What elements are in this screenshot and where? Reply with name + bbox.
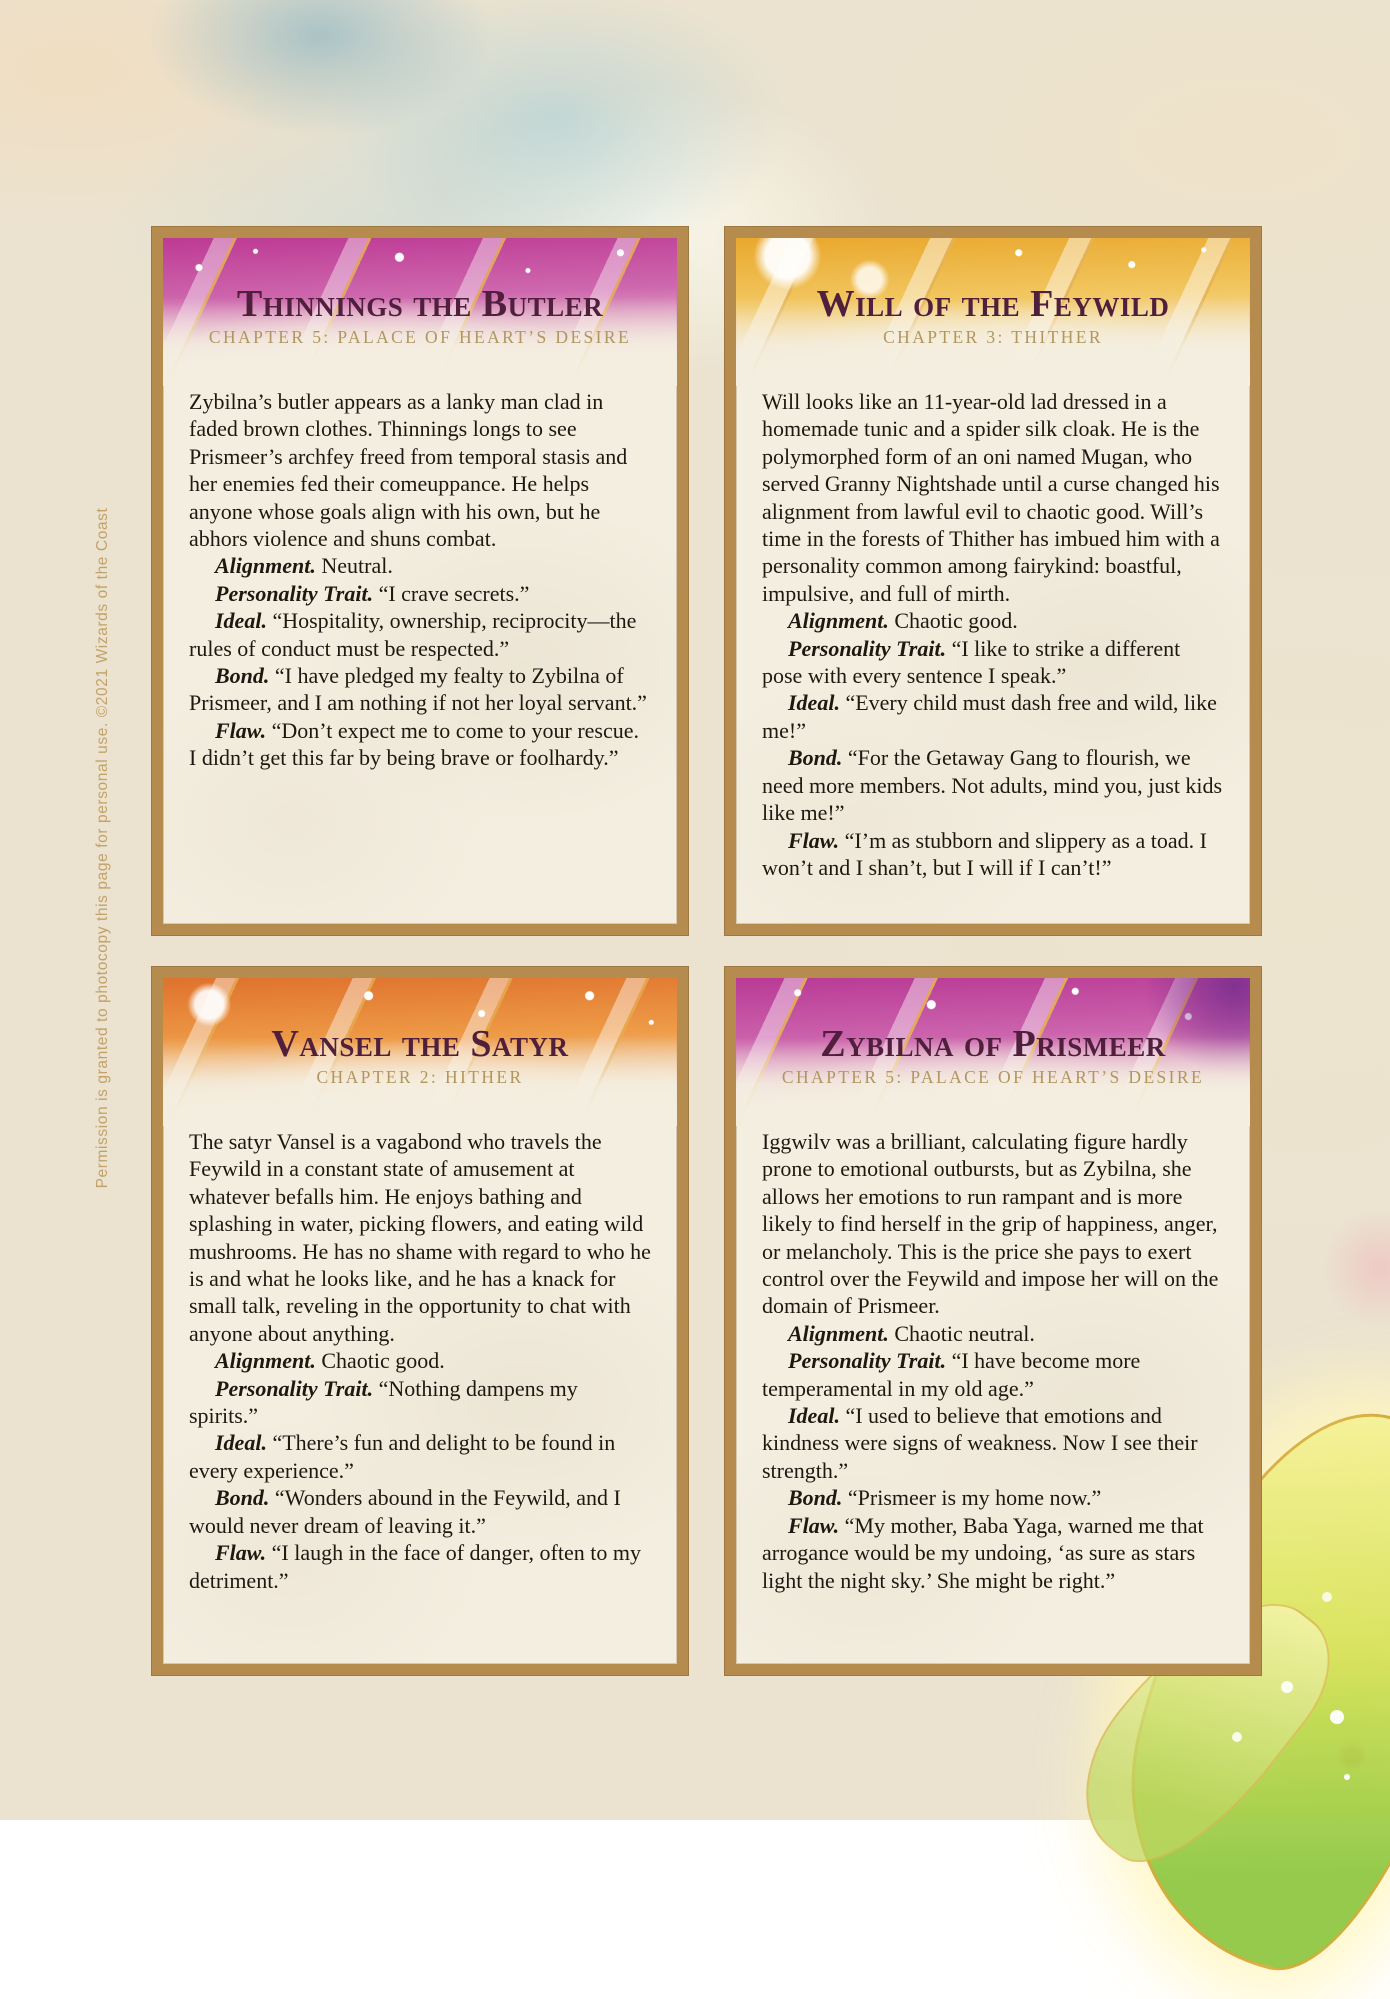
stat-value: “Don’t expect me to come to your rescue. I didn’t get this far by being brave or foolhardy.” bbox=[189, 717, 640, 771]
card-title: Will of the Feywild bbox=[816, 283, 1170, 325]
stat-label: Alignment. bbox=[788, 608, 889, 634]
stat-value: “Prismeer is my home now.” bbox=[847, 1485, 1102, 1511]
stat-line-alignment bbox=[762, 607, 1224, 634]
card-intro: The satyr Vansel is a vagabond who travels the Feywild in a constant state of amusement at whatever befalls him. He enjoys bathing and splashing in water, picking flowers, and eating wild mushrooms. He has no shame with regard to who he is and what he looks like, and he has a knack for small talk, reveling in the opportunity to chat with anyone about anything. bbox=[189, 1129, 651, 1346]
stat-line-bond bbox=[189, 1484, 651, 1539]
card-header-art bbox=[163, 238, 677, 386]
stat-line-flaw bbox=[189, 717, 651, 772]
card-body bbox=[736, 1126, 1250, 1594]
stat-line-ideal bbox=[189, 607, 651, 662]
stat-value: “I laugh in the face of danger, often to my detriment.” bbox=[189, 1540, 641, 1593]
stat-value: “Nothing dampens my spirits.” bbox=[189, 1375, 578, 1429]
card-header-art bbox=[736, 238, 1250, 386]
card-intro: Will looks like an 11-year-old lad dressed in a homemade tunic and a spider silk cloak. He is the polymorphed form of an oni named Mugan, who served Granny Nightshade until a curse changed his alignment from lawful evil to chaotic good. Will’s time in the forests of Thither has imbued him with a personality common among fairykind: boastful, impulsive, and full of mirth. bbox=[762, 389, 1220, 606]
npc-card-thinnings bbox=[152, 227, 688, 935]
stat-line-bond bbox=[762, 744, 1224, 826]
stat-value: Chaotic neutral. bbox=[894, 1320, 1035, 1346]
stat-value: “There’s fun and delight to be found in every experience.” bbox=[189, 1430, 616, 1483]
card-intro: Zybilna’s butler appears as a lanky man clad in faded brown clothes. Thinnings longs to see Prismeer’s archfey freed from temporal stasis and her enemies fed their comeuppance. He helps anyone whose goals align with his own, but he abhors violence and shuns combat. bbox=[189, 389, 628, 552]
stat-label: Bond. bbox=[788, 745, 843, 771]
stat-label: Bond. bbox=[788, 1485, 843, 1511]
stat-label: Ideal. bbox=[215, 608, 267, 634]
card-chapter-subtitle: CHAPTER 5: PALACE OF HEART’S DESIRE bbox=[208, 327, 632, 347]
stat-value: “For the Getaway Gang to flourish, we need more members. Not adults, mind you, just kids like me!” bbox=[762, 745, 1223, 826]
card-body bbox=[163, 386, 677, 772]
stat-line-alignment bbox=[762, 1320, 1224, 1347]
stat-value: Neutral. bbox=[321, 553, 393, 579]
stat-line-ideal bbox=[762, 689, 1224, 744]
card-chapter-subtitle: CHAPTER 2: HITHER bbox=[316, 1067, 524, 1087]
stat-label: Personality Trait. bbox=[215, 1375, 374, 1401]
stat-value: Chaotic good. bbox=[894, 608, 1018, 634]
stat-label: Flaw. bbox=[788, 827, 840, 853]
npc-card-grid bbox=[152, 227, 1261, 1675]
stat-label: Personality Trait. bbox=[215, 580, 374, 606]
stat-label: Bond. bbox=[215, 1485, 270, 1511]
stat-value: Chaotic good. bbox=[321, 1348, 445, 1374]
card-header-art bbox=[736, 978, 1250, 1126]
stat-label: Alignment. bbox=[215, 553, 316, 579]
stat-line-flaw bbox=[762, 827, 1224, 882]
card-title: Thinnings the Butler bbox=[236, 283, 604, 325]
stat-value: “I have become more temperamental in my old age.” bbox=[762, 1348, 1141, 1401]
card-header-art bbox=[163, 978, 677, 1126]
stat-label: Ideal. bbox=[788, 690, 840, 716]
stat-label: Flaw. bbox=[215, 717, 267, 743]
stat-value: “I like to strike a different pose with every sentence I speak.” bbox=[762, 635, 1181, 689]
stat-label: Ideal. bbox=[788, 1403, 840, 1429]
stat-value: “I crave secrets.” bbox=[378, 580, 530, 606]
card-chapter-subtitle: CHAPTER 3: THITHER bbox=[883, 327, 1103, 347]
stat-value: “Hospitality, ownership, reciprocity—the rules of conduct must be respected.” bbox=[189, 608, 637, 661]
stat-line-ideal bbox=[189, 1429, 651, 1484]
stat-line-personality bbox=[189, 1375, 651, 1430]
stat-line-alignment bbox=[189, 552, 651, 579]
card-chapter-subtitle: CHAPTER 5: PALACE OF HEART’S DESIRE bbox=[781, 1067, 1205, 1087]
stat-line-personality bbox=[762, 1347, 1224, 1402]
stat-line-bond bbox=[189, 662, 651, 717]
stat-line-personality bbox=[189, 580, 651, 607]
card-body bbox=[163, 1126, 677, 1594]
stat-label: Ideal. bbox=[215, 1430, 267, 1456]
sparkle-dots bbox=[1344, 1774, 1350, 1780]
stat-value: “I’m as stubborn and slippery as a toad. I won’t and I shan’t, but I will if I can’t!” bbox=[762, 827, 1207, 880]
stat-label: Personality Trait. bbox=[788, 635, 947, 661]
stat-value: “I used to believe that emotions and kindness were signs of weakness. Now I see their strength.” bbox=[762, 1403, 1198, 1483]
stat-line-personality bbox=[762, 635, 1224, 690]
stat-line-alignment bbox=[189, 1347, 651, 1374]
card-title: Vansel the Satyr bbox=[271, 1023, 569, 1065]
stat-line-ideal bbox=[762, 1402, 1224, 1484]
stat-line-flaw bbox=[762, 1512, 1224, 1594]
stat-value: “Every child must dash free and wild, like me!” bbox=[762, 690, 1217, 743]
card-title: Zybilna of Prismeer bbox=[820, 1023, 1166, 1065]
stat-label: Alignment. bbox=[215, 1348, 316, 1374]
stat-line-bond bbox=[762, 1484, 1224, 1511]
card-intro: Iggwilv was a brilliant, calculating figure hardly prone to emotional outbursts, but as Zybilna, she allows her emotions to run rampant and is more likely to find herself in the grip of happiness, anger, or melancholy. This is the price she pays to exert control over the Feywild and impose her will on the domain of Prismeer. bbox=[762, 1129, 1219, 1319]
stat-line-flaw bbox=[189, 1539, 651, 1594]
photocopy-permission-note: Permission is granted to photocopy this page for personal use. ©2021 Wizards of the Coast bbox=[94, 507, 111, 1189]
stat-label: Personality Trait. bbox=[788, 1348, 947, 1374]
npc-card-vansel bbox=[152, 967, 688, 1675]
stat-value: “Wonders abound in the Feywild, and I would never dream of leaving it.” bbox=[189, 1485, 621, 1538]
stat-value: “My mother, Baba Yaga, warned me that arrogance would be my undoing, ‘as sure as stars light the night sky.’ She might be right.” bbox=[762, 1512, 1204, 1593]
stat-label: Flaw. bbox=[788, 1512, 840, 1538]
npc-card-zybilna bbox=[725, 967, 1261, 1675]
npc-card-will bbox=[725, 227, 1261, 935]
stat-label: Alignment. bbox=[788, 1320, 889, 1346]
stat-label: Flaw. bbox=[215, 1540, 267, 1566]
stat-value: “I have pledged my fealty to Zybilna of Prismeer, and I am nothing if not her loyal servant.” bbox=[189, 663, 647, 716]
stat-label: Bond. bbox=[215, 663, 270, 689]
card-body bbox=[736, 386, 1250, 881]
